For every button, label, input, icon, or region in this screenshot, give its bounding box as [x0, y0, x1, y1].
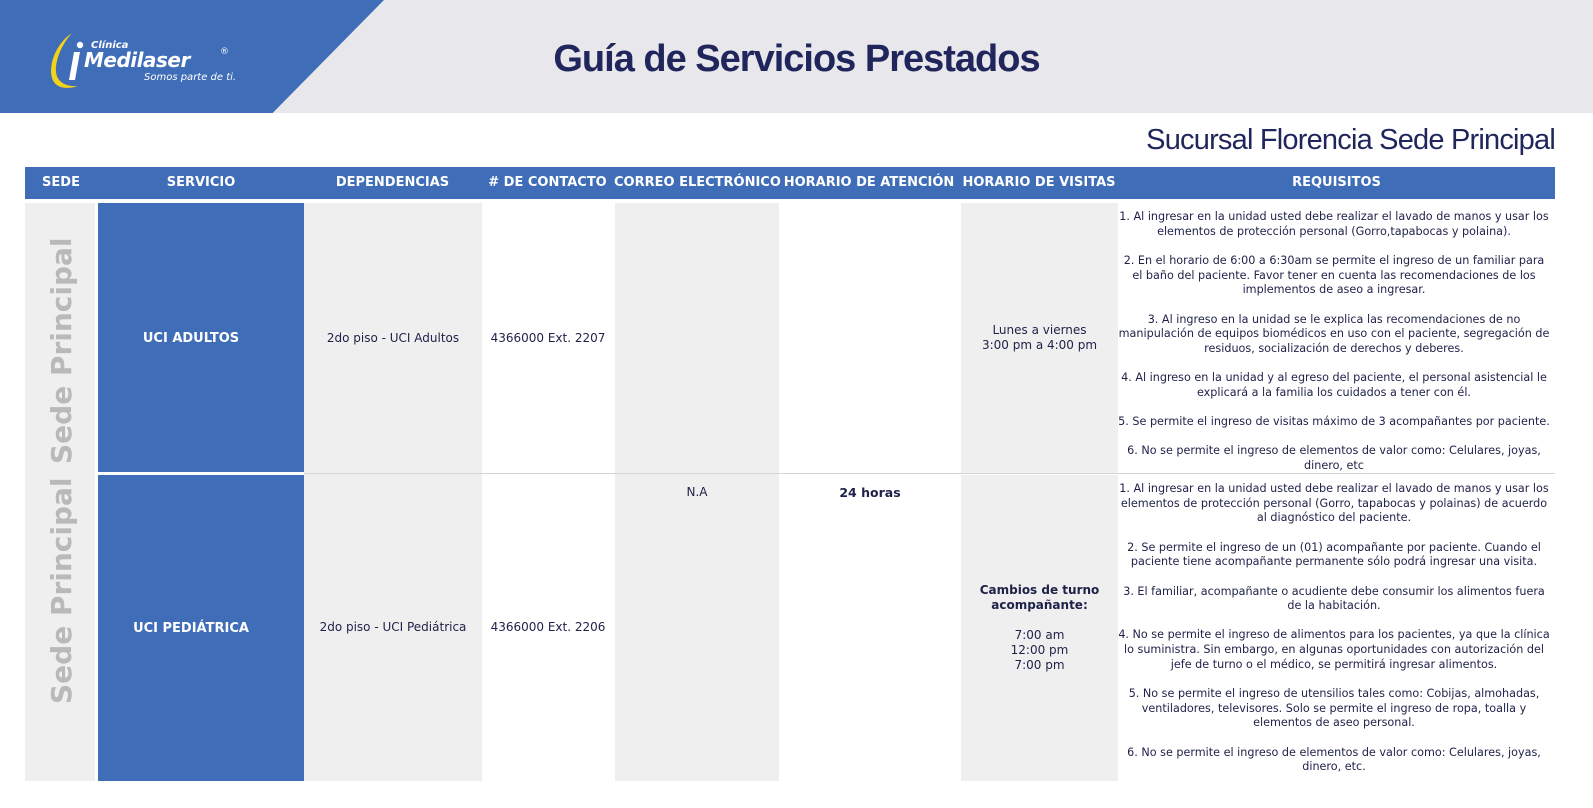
- requirement-item: 6. No se permite el ingreso de elementos de valor como: Celulares, joyas, dinero, etc: [1127, 444, 1541, 472]
- requirement-item: 6. No se permite el ingreso de elementos de valor como: Celulares, joyas, dinero, etc.: [1127, 745, 1541, 774]
- row-divider-service: [98, 472, 304, 475]
- column-header-horario-visitas: HORARIO DE VISITAS: [962, 175, 1116, 190]
- logo-clinica-text: Clínica: [91, 40, 129, 51]
- visits-shift-time: 7:00 am: [1014, 628, 1065, 642]
- sede-label-row2: Sede Principal: [45, 477, 78, 704]
- contact-cell-row1: [482, 203, 614, 473]
- branch-title: Sucursal Florencia Sede Principal: [1146, 124, 1555, 156]
- requirement-item: 4. Al ingreso en la unidad y al egreso del paciente, el personal asistencial le explicará a la familia los cuidados a tener con él.: [1121, 371, 1547, 399]
- column-header-requisitos: REQUISITOS: [1292, 175, 1381, 190]
- requirement-item: 1. Al ingresar en la unidad usted debe realizar el lavado de manos y usar los elementos de protección personal (Gorro,tapabocas y polaina).: [1119, 210, 1549, 238]
- clinic-logo[interactable]: [44, 30, 244, 92]
- visits-days: Lunes a viernes: [992, 323, 1087, 337]
- column-header-horario-atencion: HORARIO DE ATENCIÓN: [783, 175, 955, 190]
- sede-label-row1: Sede Principal: [45, 237, 78, 464]
- column-header-servicio: SERVICIO: [166, 175, 236, 190]
- column-header-sede: SEDE: [42, 175, 80, 190]
- hours-text: 24 horas: [839, 484, 901, 500]
- service-name: UCI ADULTOS: [142, 330, 240, 346]
- service-cell-uci-adultos: [98, 203, 304, 473]
- service-cell-uci-pediatrica: [98, 475, 304, 781]
- dependency-text: 2do piso - UCI Adultos: [326, 330, 460, 345]
- requirement-item: 1. Al ingresar en la unidad usted debe realizar el lavado de manos y usar los elementos de protección personal (Gorro, tapabocas y polainas) de acuerdo al diagnóstico del paciente.: [1119, 482, 1549, 525]
- requirement-item: 3. Al ingreso en la unidad se le explica las recomendaciones de no manipulación de equipos biomédicos en uso con el paciente, segregación de residuos, socialización de derechos y deberes.: [1118, 312, 1550, 355]
- email-text: N.A: [686, 484, 708, 499]
- page-title: Guía de Servicios Prestados: [553, 38, 1040, 80]
- requirement-item: 2. Se permite el ingreso de un (01) acompañante por paciente. Cuando el paciente tiene acompañante permanente sólo podrá ingresar una visita.: [1127, 540, 1541, 569]
- contact-text: 4366000 Ext. 2206: [490, 620, 606, 634]
- logo-registered-mark: ®: [220, 47, 229, 57]
- visits-cell-row1: [961, 203, 1118, 473]
- requirements-list-row2: [1118, 482, 1550, 790]
- requirement-item: 3. El familiar, acompañante o acudiente debe consumir los alimentos fuera de la habitación.: [1123, 584, 1545, 613]
- contact-cell-row2: [482, 474, 614, 781]
- service-name: UCI PEDIÁTRICA: [133, 620, 249, 636]
- email-cell: [615, 203, 779, 781]
- visits-cell-row2: [961, 475, 1118, 781]
- requirement-item: 5. No se permite el ingreso de utensilios tales como: Cobijas, almohadas, ventiladores, televisores. Solo se permite el ingreso de ropa, toalla y elementos de aseo personal.: [1128, 687, 1540, 730]
- dependency-cell-row1: [304, 203, 482, 473]
- visits-shift-time: 12:00 pm: [1010, 643, 1069, 657]
- column-header-correo: CORREO ELECTRÓNICO: [614, 175, 781, 190]
- column-header-contacto: # DE CONTACTO: [488, 175, 607, 190]
- requirement-item: 4. No se permite el ingreso de alimentos para los pacientes, ya que la clínica lo suministra. Sin embargo, en algunas oportunidades con autorización del jefe de turno o el médico, se permitirá ingresar alimentos.: [1118, 628, 1550, 671]
- hours-cell: [779, 203, 961, 781]
- visits-shift-time: 7:00 pm: [1014, 658, 1065, 672]
- contact-text: 4366000 Ext. 2207: [490, 330, 606, 345]
- dependency-cell-row2: [304, 474, 482, 781]
- table-header-row: [25, 167, 1555, 199]
- requirement-item: 2. En el horario de 6:00 a 6:30am se permite el ingreso de un familiar para el baño del paciente. Favor tener en cuenta las recomendaciones de los implementos de aseo a ingresar.: [1123, 253, 1545, 297]
- column-header-dependencias: DEPENDENCIAS: [335, 175, 450, 190]
- requirements-list-row1: [1118, 210, 1550, 488]
- logo-slogan-text: Somos parte de ti.: [144, 72, 237, 83]
- dependency-text: 2do piso - UCI Pediátrica: [319, 620, 467, 634]
- logo-name-text: Medilaser: [84, 48, 190, 72]
- visits-time: 3:00 pm a 4:00 pm: [981, 338, 1098, 352]
- visits-shift-heading: Cambios de turno acompañante:: [979, 583, 1100, 612]
- requirement-item: 5. Se permite el ingreso de visitas máximo de 3 acompañantes por paciente.: [1118, 415, 1550, 429]
